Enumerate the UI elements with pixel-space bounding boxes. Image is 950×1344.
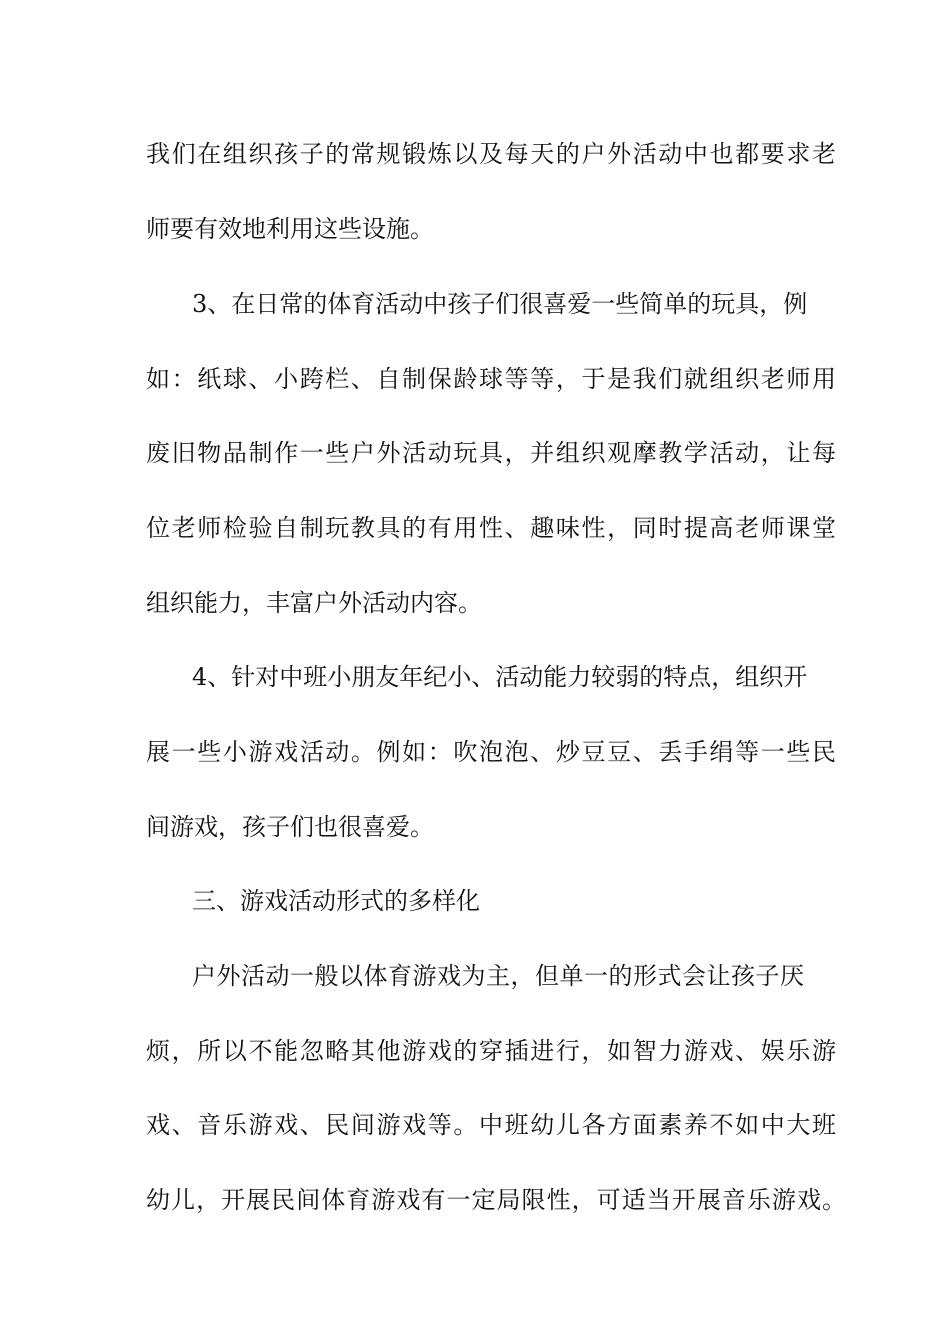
paragraph-line: 组织能力，丰富户外活动内容。 (146, 589, 482, 617)
paragraph-line: 位老师检验自制玩教具的有用性、趣味性，同时提高老师课堂 (146, 514, 836, 542)
paragraph-line: 烦，所以不能忽略其他游戏的穿插进行，如智力游戏、娱乐游 (146, 1037, 836, 1065)
paragraph-line: 展一些小游戏活动。例如：吹泡泡、炒豆豆、丢手绢等一些民 (146, 738, 836, 766)
paragraph-line: 师要有效地利用这些设施。 (146, 215, 434, 243)
paragraph-line: 4、针对中班小朋友年纪小、活动能力较弱的特点，组织开 (192, 663, 808, 691)
section-heading: 三、游戏活动形式的多样化 (192, 887, 480, 915)
paragraph-line: 戏、音乐游戏、民间游戏等。中班幼儿各方面素养不如中大班 (146, 1111, 836, 1139)
paragraph-line: 如：纸球、小跨栏、自制保龄球等等，于是我们就组织老师用 (146, 365, 836, 393)
paragraph-line: 间游戏，孩子们也很喜爱。 (146, 813, 434, 841)
paragraph-line: 幼儿，开展民间体育游戏有一定局限性，可适当开展音乐游戏。 (146, 1186, 846, 1214)
paragraph-line: 3、在日常的体育活动中孩子们很喜爱一些简单的玩具，例 (192, 290, 808, 318)
paragraph-line: 我们在组织孩子的常规锻炼以及每天的户外活动中也都要求老 (146, 140, 836, 168)
paragraph-line: 废旧物品制作一些户外活动玩具，并组织观摩教学活动，让每 (146, 439, 836, 467)
paragraph-line: 户外活动一般以体育游戏为主，但单一的形式会让孩子厌 (192, 962, 804, 990)
